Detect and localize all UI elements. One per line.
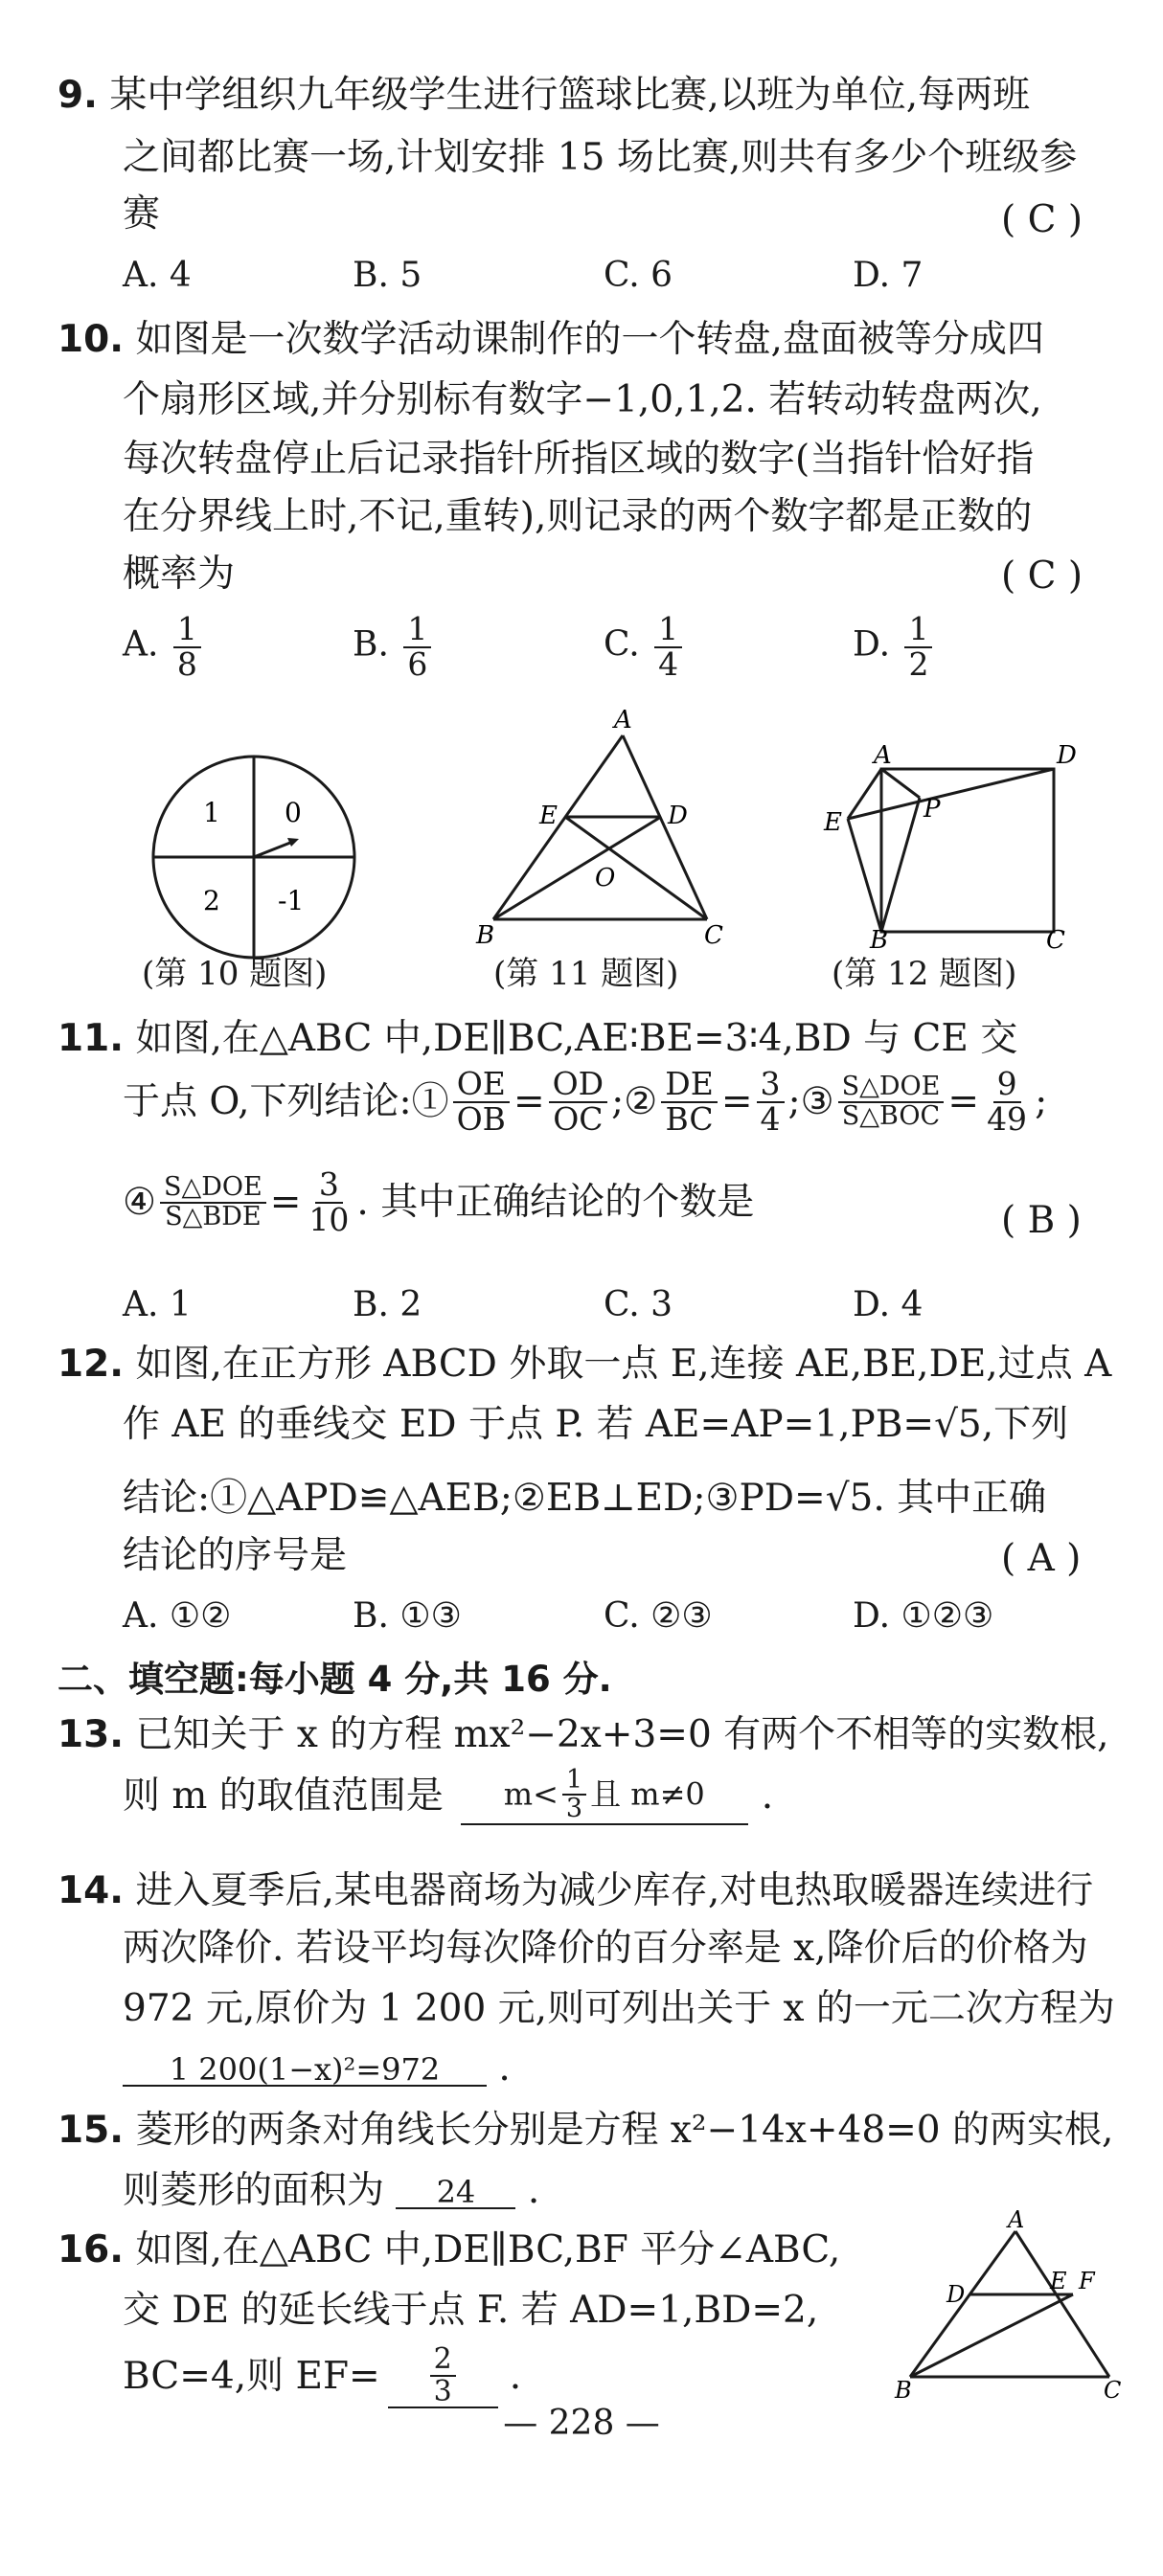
section-heading: 二、填空题:每小题 4 分,共 16 分.	[57, 1659, 612, 1700]
point-label: F	[1079, 2268, 1095, 2294]
option-d: D. 7	[853, 256, 924, 295]
question-number: 13.	[57, 1713, 125, 1756]
answer-blank: 24	[396, 2177, 515, 2209]
question-text: 概率为	[123, 553, 236, 596]
answer-choice: ( C )	[1001, 198, 1083, 241]
question-number: 10.	[57, 318, 125, 361]
question-text: 菱形的两条对角线长分别是方程 x²−14x+48=0 的两实根,	[135, 2109, 1114, 2152]
option-c: C. $\frac{1}{4}$	[604, 613, 686, 681]
question-number: 12.	[57, 1343, 125, 1386]
question-text: 交 DE 的延长线于点 F. 若 AD=1,BD=2,	[123, 2289, 819, 2332]
page-number: — 228 —	[503, 2404, 660, 2443]
point-label: E	[539, 802, 558, 830]
option-d: D. 4	[853, 1285, 924, 1324]
question-text: 之间都比赛一场,计划安排 15 场比赛,则共有多少个班级参	[123, 136, 1078, 179]
point-label: D	[668, 802, 688, 830]
option-b: B. 2	[353, 1285, 422, 1324]
question-text: 赛	[123, 192, 161, 236]
point-label: P	[924, 795, 941, 824]
point-label: O	[595, 864, 616, 893]
question-number: 14.	[57, 1869, 125, 1912]
figure-10-spinner	[144, 747, 364, 967]
question-text: BC=4,则 EF=	[123, 2355, 380, 2398]
question-text: ④ $\frac{\text{S△DOE}}{\text{S△BDE}}$ = $\frac{3}{10}$ . 其中正确结论的个数是	[123, 1165, 755, 1238]
question-text: 结论的序号是	[123, 1534, 348, 1577]
point-label: C	[1104, 2377, 1122, 2404]
question-number: 9.	[57, 74, 98, 117]
fraction: $\frac{1}{4}$	[654, 613, 682, 681]
point-label: B	[895, 2377, 912, 2404]
question-text: 作 AE 的垂线交 ED 于点 P. 若 AE=AP=1,PB=√5,下列	[123, 1403, 1069, 1446]
question-text: 在分界线上时,不记,重转),则记录的两个数字都是正数的	[123, 495, 1033, 538]
option-b: B. ①③	[353, 1596, 462, 1636]
fraction: $\frac{1}{2}$	[904, 613, 932, 681]
question-text: 个扇形区域,并分别标有数字−1,0,1,2. 若转动转盘两次,	[123, 378, 1042, 421]
question-number: 16.	[57, 2228, 125, 2271]
point-label: A	[614, 706, 632, 734]
question-text: 两次降价. 若设平均每次降价的百分率是 x,降价后的价格为	[123, 1927, 1088, 1970]
point-label: B	[870, 926, 889, 955]
answer-blank: 1 200(1−x)²=972	[123, 2054, 487, 2087]
option-a: A. ①②	[123, 1596, 232, 1636]
option-a: A. $\frac{1}{8}$	[123, 613, 205, 681]
question-number: 15.	[57, 2109, 125, 2152]
option-a: A. 4	[123, 256, 192, 295]
option-d: D. ①②③	[853, 1596, 994, 1636]
question-number: 11.	[57, 1017, 125, 1060]
question-text: 结论:①△APD≌△AEB;②EB⊥ED;③PD=√5. 其中正确	[123, 1477, 1047, 1520]
figure-16-triangle	[891, 2206, 1130, 2404]
answer-choice: ( C )	[1001, 554, 1083, 598]
spinner-label: -1	[278, 885, 305, 916]
figure-11-triangle	[465, 706, 728, 950]
option-b: B. $\frac{1}{6}$	[353, 613, 435, 681]
spinner-label: 2	[203, 885, 220, 916]
answer-blank: m< $\frac{1}{3}$ 且 m≠0	[461, 1767, 748, 1825]
question-text: 如图,在正方形 ABCD 外取一点 E,连接 AE,BE,DE,过点 A	[135, 1343, 1112, 1386]
question-text: 于点 O,下列结论:① $\frac{OE}{OB}$ = $\frac{OD}{OC}$ ;② $\frac{DE}{BC}$ = $\frac{3}{4}$ ;③ $\frac{\text{S△DOE}}{\text{S△BOC}}$ = $\frac{9}{49}$ ;	[123, 1065, 1048, 1138]
question-text: 已知关于 x 的方程 mx²−2x+3=0 有两个不相等的实数根,	[135, 1713, 1109, 1756]
point-label: A	[1008, 2206, 1025, 2233]
option-c: C. 3	[604, 1285, 673, 1324]
option-d: D. $\frac{1}{2}$	[853, 613, 936, 681]
point-label: D	[946, 2281, 966, 2308]
question-text: 如图,在△ABC 中,DE∥BC,BF 平分∠ABC,	[135, 2228, 841, 2271]
point-label: E	[824, 808, 842, 837]
question-text: 某中学组织九年级学生进行篮球比赛,以班为单位,每两班	[109, 74, 1031, 117]
spinner-label: 0	[285, 797, 302, 828]
figure-12-square	[824, 741, 1077, 955]
answer-blank: $\frac{2}{3}$	[388, 2344, 498, 2408]
point-label: D	[1057, 741, 1077, 770]
question-text: 则菱形的面积为	[123, 2169, 385, 2212]
spinner-label: 1	[203, 797, 220, 828]
point-label: E	[1050, 2268, 1067, 2294]
question-text: 每次转盘停止后记录指针所指区域的数字(当指针恰好指	[123, 438, 1035, 481]
figure-caption: (第 11 题图)	[493, 955, 679, 993]
point-label: A	[874, 741, 892, 770]
option-c: C. ②③	[604, 1596, 713, 1636]
figure-caption: (第 10 题图)	[142, 955, 328, 993]
point-label: C	[704, 921, 723, 950]
question-text: 如图是一次数学活动课制作的一个转盘,盘面被等分成四	[135, 318, 1044, 361]
question-text: 972 元,原价为 1 200 元,则可列出关于 x 的一元二次方程为	[123, 1987, 1115, 2030]
question-text: 如图,在△ABC 中,DE∥BC,AE∶BE=3∶4,BD 与 CE 交	[135, 1017, 1018, 1060]
option-b: B. 5	[353, 256, 422, 295]
fraction: $\frac{1}{6}$	[403, 613, 431, 681]
question-text: 则 m 的取值范围是	[123, 1774, 444, 1818]
point-label: C	[1046, 926, 1065, 955]
answer-choice: ( B )	[1001, 1199, 1082, 1242]
answer-choice: ( A )	[1001, 1537, 1082, 1580]
figure-caption: (第 12 题图)	[832, 955, 1017, 993]
fraction: $\frac{1}{8}$	[173, 613, 201, 681]
option-c: C. 6	[604, 256, 673, 295]
option-a: A. 1	[123, 1285, 192, 1324]
question-text: 进入夏季后,某电器商场为减少库存,对电热取暖器连续进行	[135, 1869, 1094, 1912]
point-label: B	[476, 921, 495, 950]
